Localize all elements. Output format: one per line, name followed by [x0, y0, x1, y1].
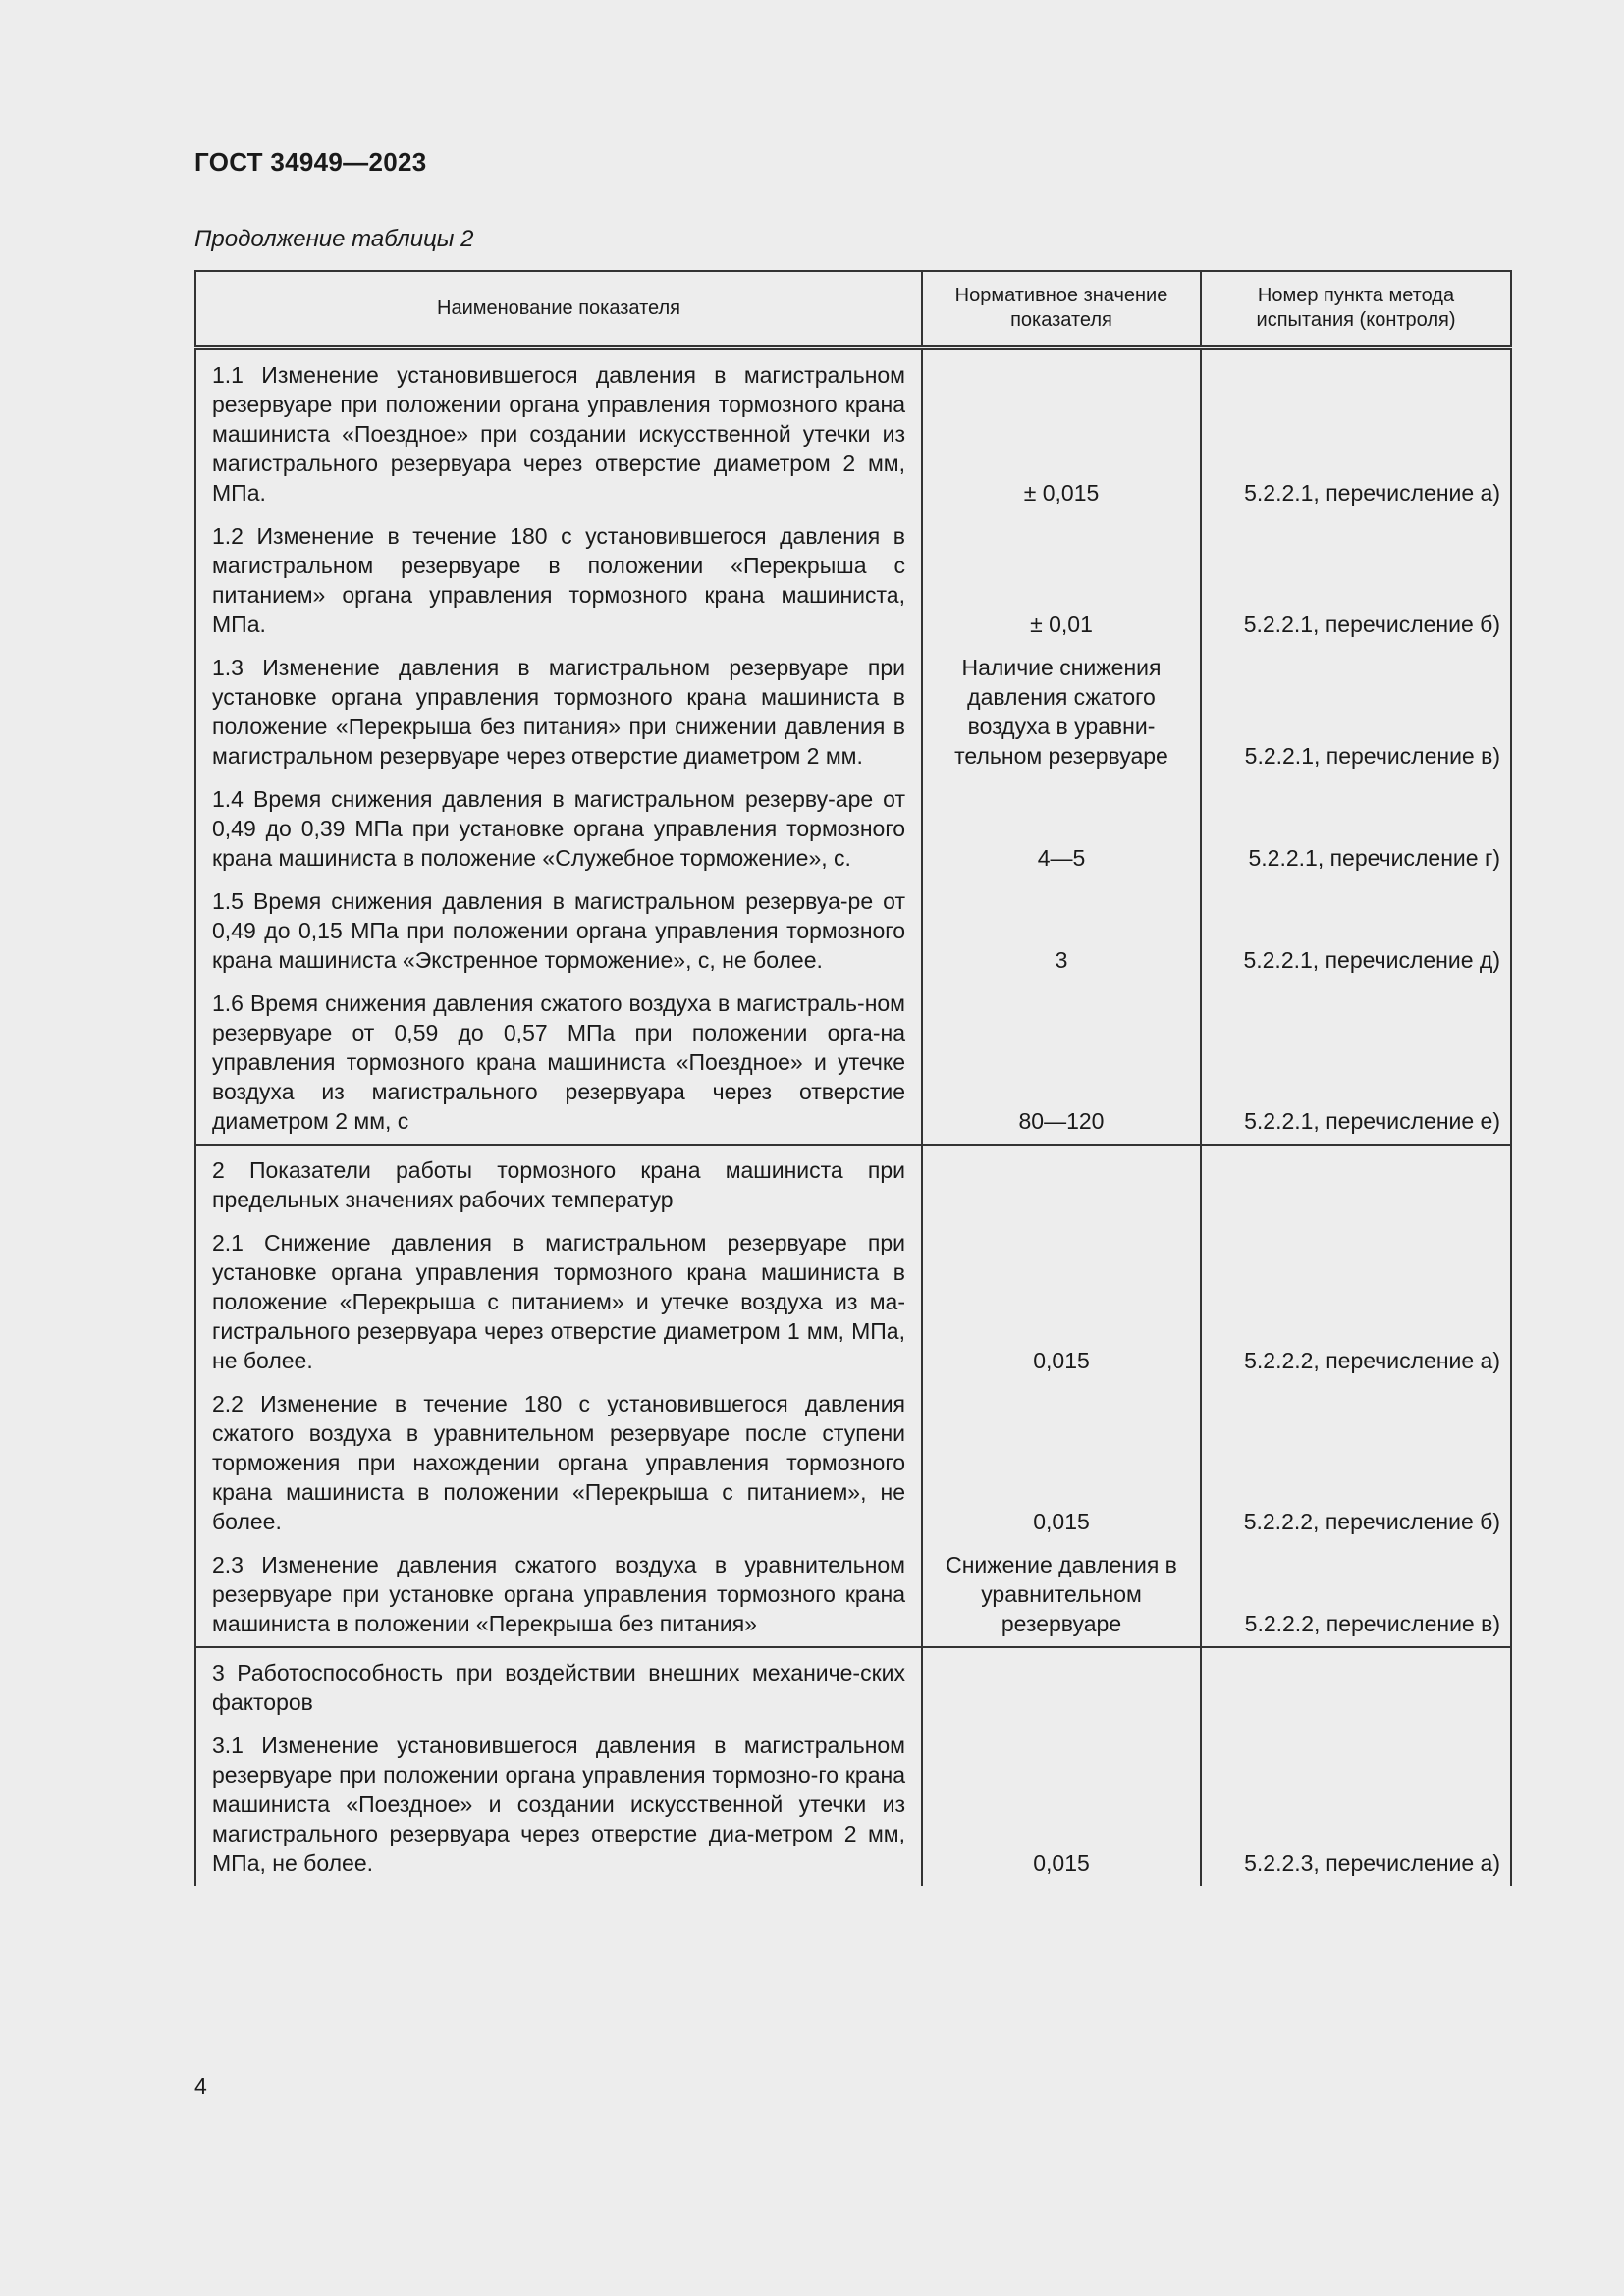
specification-table: [194, 270, 1512, 1886]
method-clause: 5.2.2.1, перечисление б): [1201, 507, 1511, 639]
normative-value: [922, 1647, 1201, 1717]
normative-value: ± 0,015: [922, 347, 1201, 507]
normative-value: 3: [922, 873, 1201, 975]
method-clause: 5.2.2.2, перечисление а): [1201, 1214, 1511, 1375]
method-clause: 5.2.2.1, перечисление д): [1201, 873, 1511, 975]
column-header-method: Номер пункта метода испытания (контроля): [1201, 271, 1511, 347]
normative-value: ± 0,01: [922, 507, 1201, 639]
method-clause: 5.2.2.2, перечисление б): [1201, 1375, 1511, 1536]
indicator-group-name: 3 Работоспособность при воздействии внешних механиче-ских факторов: [195, 1647, 922, 1717]
page-number: 4: [194, 2073, 207, 2099]
indicator-group-name: 2 Показатели работы тормозного крана машиниста при предельных значениях рабочих температур: [195, 1145, 922, 1214]
normative-value: Снижение давления в уравнительном резервуаре: [922, 1536, 1201, 1647]
table-row: [195, 507, 1511, 639]
table-row: [195, 1536, 1511, 1647]
table-row: [195, 873, 1511, 975]
normative-value: [922, 1145, 1201, 1214]
normative-value: 80—120: [922, 975, 1201, 1145]
method-clause: 5.2.2.2, перечисление в): [1201, 1536, 1511, 1647]
indicator-name: 1.1 Изменение установившегося давления в магистральном резервуаре при положении органа управления тормозного крана машиниста «Поездное» при создании искусственной утечки из магистрального резервуара через отверстие диаметром 2 мм, МПа.: [195, 347, 922, 507]
indicator-name: 1.3 Изменение давления в магистральном резервуаре при установке органа управления тормозного крана машиниста в положение «Перекрыша без питания» при снижении давления в магистральном резервуаре через отверстие диаметром 2 мм.: [195, 639, 922, 771]
table-caption: Продолжение таблицы 2: [194, 226, 474, 252]
table-row: [195, 639, 1511, 771]
table-group-row: [195, 1145, 1511, 1214]
indicator-name: 1.5 Время снижения давления в магистральном резервуа-ре от 0,49 до 0,15 МПа при положении органа управления тормозного крана машиниста «Экстренное торможение», с, не более.: [195, 873, 922, 975]
table-row: [195, 771, 1511, 873]
table-row: [195, 1214, 1511, 1375]
method-clause: [1201, 1647, 1511, 1717]
indicator-name: 3.1 Изменение установившегося давления в магистральном резервуаре при положении органа управления тормозно-го крана машиниста «Поездное» и создании искусственной утечки из магистрального резервуара через отверстие диа-метром 2 мм, МПа, не более.: [195, 1717, 922, 1886]
indicator-name: 2.3 Изменение давления сжатого воздуха в уравнительном резервуаре при установке органа управления тормозного крана машиниста в положении «Перекрыша без питания»: [195, 1536, 922, 1647]
method-clause: 5.2.2.1, перечисление а): [1201, 347, 1511, 507]
normative-value: 4—5: [922, 771, 1201, 873]
normative-value: 0,015: [922, 1717, 1201, 1886]
table-row: [195, 975, 1511, 1145]
method-clause: 5.2.2.3, перечисление а): [1201, 1717, 1511, 1886]
column-header-value: Нормативное значение показателя: [922, 271, 1201, 347]
indicator-name: 1.2 Изменение в течение 180 с установившегося давления в магистральном резервуаре в положении «Перекрыша с питанием» органа управления тормозного крана машиниста, МПа.: [195, 507, 922, 639]
method-clause: 5.2.2.1, перечисление в): [1201, 639, 1511, 771]
normative-value: 0,015: [922, 1214, 1201, 1375]
indicator-name: 2.2 Изменение в течение 180 с установившегося давления сжатого воздуха в уравнительном резервуаре после ступени торможения при нахождении органа управления тормозного крана машиниста в положении «Перекрыша с питанием», не более.: [195, 1375, 922, 1536]
method-clause: [1201, 1145, 1511, 1214]
normative-value: Наличие снижения давления сжатого воздуха в уравни-тельном резервуаре: [922, 639, 1201, 771]
indicator-name: 2.1 Снижение давления в магистральном резервуаре при установке органа управления тормозного крана машиниста в положение «Перекрыша с питанием» и утечке воздуха из ма-гистрального резервуара через отверстие диаметром 1 мм, МПа, не более.: [195, 1214, 922, 1375]
table-group-row: [195, 1647, 1511, 1717]
document-code: ГОСТ 34949—2023: [194, 147, 427, 177]
table-row: [195, 1375, 1511, 1536]
method-clause: 5.2.2.1, перечисление е): [1201, 975, 1511, 1145]
indicator-name: 1.4 Время снижения давления в магистральном резерву-аре от 0,49 до 0,39 МПа при установке органа управления тормозного крана машиниста в положение «Служебное торможение», с.: [195, 771, 922, 873]
table-row: [195, 347, 1511, 507]
table-row: [195, 1717, 1511, 1886]
indicator-name: 1.6 Время снижения давления сжатого воздуха в магистраль-ном резервуаре от 0,59 до 0,57 МПа при положении орга-на управления тормозного крана машиниста «Поездное» и утечке воздуха из магистрального резервуара через отверстие диаметром 2 мм, с: [195, 975, 922, 1145]
normative-value: 0,015: [922, 1375, 1201, 1536]
method-clause: 5.2.2.1, перечисление г): [1201, 771, 1511, 873]
column-header-name: Наименование показателя: [195, 271, 922, 347]
table-header-row: [195, 271, 1511, 347]
